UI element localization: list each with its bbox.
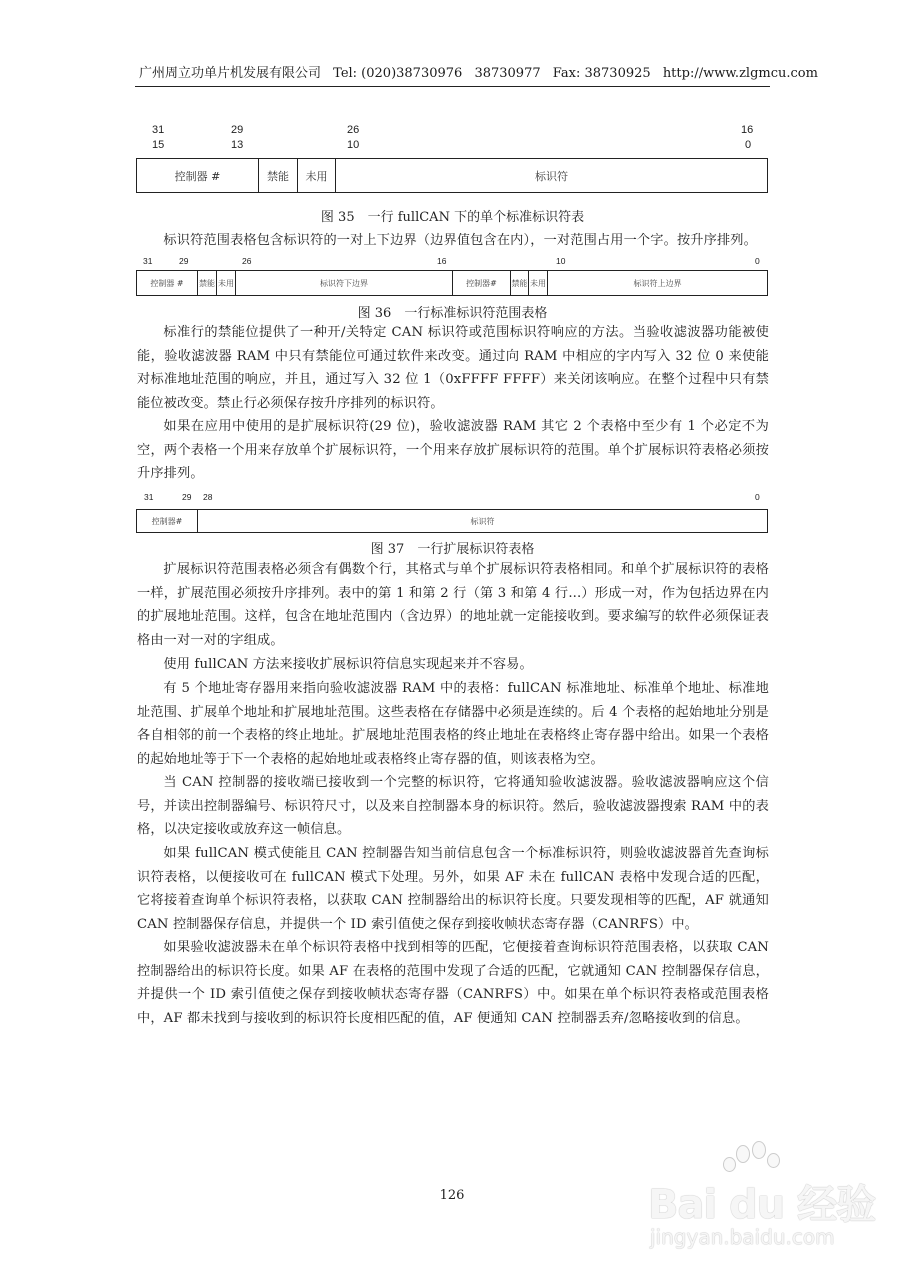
page-header	[135, 62, 818, 87]
bit-label: 0	[755, 492, 760, 502]
identifier-field: 标识符	[470, 516, 495, 526]
bit-label: 0	[745, 139, 752, 151]
controller-field: 控制器 #	[137, 159, 259, 192]
unused-field: 未用	[217, 271, 236, 295]
paragraph: 如果验收滤波器未在单个标识符表格中找到相等的匹配，它便接着查询标识符范围表格，以获取 CAN 控制器给出的标识符长度。如果 AF 在表格的范围中发现了合适的匹配，它就通知 CAN 控制器保存信息，并提供一个 ID 索引值使之保存到接收帧状态寄存器（CANRFS）中。如果在单个标识符表格或范围表格中，AF 都未找到与接收到的标识符长度相匹配的值，AF 便通知 CAN 控制器丢弃/忽略接收到的信息。	[137, 940, 769, 1026]
bit-label: 26	[347, 124, 360, 136]
bit-label: 26	[242, 256, 252, 266]
paw-icon	[736, 1145, 750, 1163]
bit-label: 16	[741, 124, 754, 136]
unused-field: 未用	[298, 159, 336, 192]
paragraph: 如果 fullCAN 模式使能且 CAN 控制器告知当前信息包含一个标准标识符，则验收滤波器首先查询标识符表格，以便接收可在 fullCAN 模式下处理。另外，如果 AF 未在 fullCAN 表格中发现合适的匹配，它将接着查询单个标识符表格，以获取 CAN 控制器给出的标识符长度。只要发现相等的匹配，AF 就通知 CAN 控制器保存信息，并提供一个 ID 索引值使之保存到接收帧状态寄存器（CANRFS）中。	[137, 846, 769, 932]
unused-field: 未用	[529, 271, 548, 295]
figure-caption: 图 35 一行 fullCAN 下的单个标准标识符表	[320, 210, 585, 225]
lower-bound-field: 标识符下边界	[236, 271, 453, 295]
website-url: http://www.zlgmcu.com	[662, 66, 818, 81]
watermark-url: jingyan.baidu.com	[650, 1225, 835, 1249]
bit-label: 15	[152, 139, 165, 151]
bit-label: 13	[231, 139, 244, 151]
register-table	[136, 270, 768, 296]
paw-icon	[767, 1153, 780, 1168]
figure-caption: 图 36 一行标准标识符范围表格	[357, 306, 548, 321]
controller-field: 控制器 #	[137, 271, 198, 295]
bit-label: 10	[556, 256, 566, 266]
bit-label: 10	[347, 139, 360, 151]
paragraph: 如果在应用中使用的是扩展标识符(29 位)，验收滤波器 RAM 其它 2 个表格中至少有 1 个必定不为空，两个表格一个用来存放单个扩展标识符，一个用来存放扩展标识符的范围。单个扩展标识符表格必须按升序排列。	[137, 419, 769, 481]
telephone: Tel: (020)38730976	[333, 66, 463, 81]
baidu-watermark	[648, 1145, 888, 1255]
bit-label: 31	[143, 256, 153, 266]
bit-label: 31	[144, 492, 154, 502]
upper-bound-field: 标识符上边界	[633, 278, 682, 288]
bit-label: 29	[182, 492, 192, 502]
bit-label: 0	[755, 256, 760, 266]
paragraph: 标准行的禁能位提供了一种开/关特定 CAN 标识符或范围标识符响应的方法。当验收滤波器功能被使能，验收滤波器 RAM 中只有禁能位可通过软件来改变。通过向 RAM 中相应的字内写入 32 位 0 来使能对标准地址范围的响应，并且，通过写入 32 位 1（0xFFFF FFFF）来关闭该响应。在整个过程中只有禁能位被改变。禁止行必须保存按升序排列的标识符。	[137, 325, 769, 411]
fax: Fax: 38730925	[552, 66, 651, 81]
controller-field: 控制器#	[137, 510, 198, 532]
bit-label: 29	[231, 124, 244, 136]
figure-caption: 图 37 一行扩展标识符表格	[370, 542, 535, 557]
controller-field: 控制器#	[453, 271, 511, 295]
register-table	[136, 509, 768, 533]
paragraph: 有 5 个地址寄存器用来指向验收滤波器 RAM 中的表格：fullCAN 标准地址、标准单个地址、标准地址范围、扩展单个地址和扩展地址范围。这些表格在存储器中必须是连续的。后 4 个表格的起始地址分别是各自相邻的前一个表格的终止地址。扩展地址范围表格的终止地址在表格终止寄存器中给出。如果一个表格的起始地址等于下一个表格的起始地址或表格终止寄存器的值，则该表格为空。	[137, 681, 769, 767]
bit-label: 16	[437, 256, 447, 266]
telephone-2: 38730977	[474, 66, 541, 81]
paragraph: 当 CAN 控制器的接收端已接收到一个完整的标识符，它将通知验收滤波器。验收滤波器响应这个信号，并读出控制器编号、标识符尺寸，以及来自控制器本身的标识符。然后，验收滤波器搜索 RAM 中的表格，以决定接收或放弃这一帧信息。	[137, 775, 769, 837]
identifier-field: 标识符	[535, 169, 568, 183]
bit-label: 29	[179, 256, 189, 266]
page-number: 126	[439, 1188, 465, 1203]
company-name: 广州周立功单片机发展有限公司	[139, 66, 322, 81]
disable-field: 禁能	[198, 271, 217, 295]
watermark-logo: Bai du 经验	[648, 1182, 876, 1228]
disable-field: 禁能	[259, 159, 298, 192]
disable-field: 禁能	[511, 271, 529, 295]
paragraph: 扩展标识符范围表格必须含有偶数个行，其格式与单个扩展标识符表格相同。和单个扩展标识符的表格一样，扩展范围必须按升序排列。表中的第 1 和第 2 行（第 3 和第 4 行...）形成一对，作为包括边界在内的扩展地址范围。这样，包含在地址范围内（含边界）的地址就一定能接收到。要求编写的软件必须保证表格由一对一对的字组成。	[137, 562, 769, 648]
paw-icon	[752, 1141, 766, 1159]
register-table	[136, 158, 768, 193]
paw-icon	[723, 1157, 736, 1172]
bit-label: 31	[152, 124, 165, 136]
paragraph: 使用 fullCAN 方法来接收扩展标识符信息实现起来并不容易。	[163, 657, 533, 672]
paragraph: 标识符范围表格包含标识符的一对上下边界（边界值包含在内），一对范围占用一个字。按升序排列。	[163, 233, 757, 248]
bit-label: 28	[203, 492, 213, 502]
